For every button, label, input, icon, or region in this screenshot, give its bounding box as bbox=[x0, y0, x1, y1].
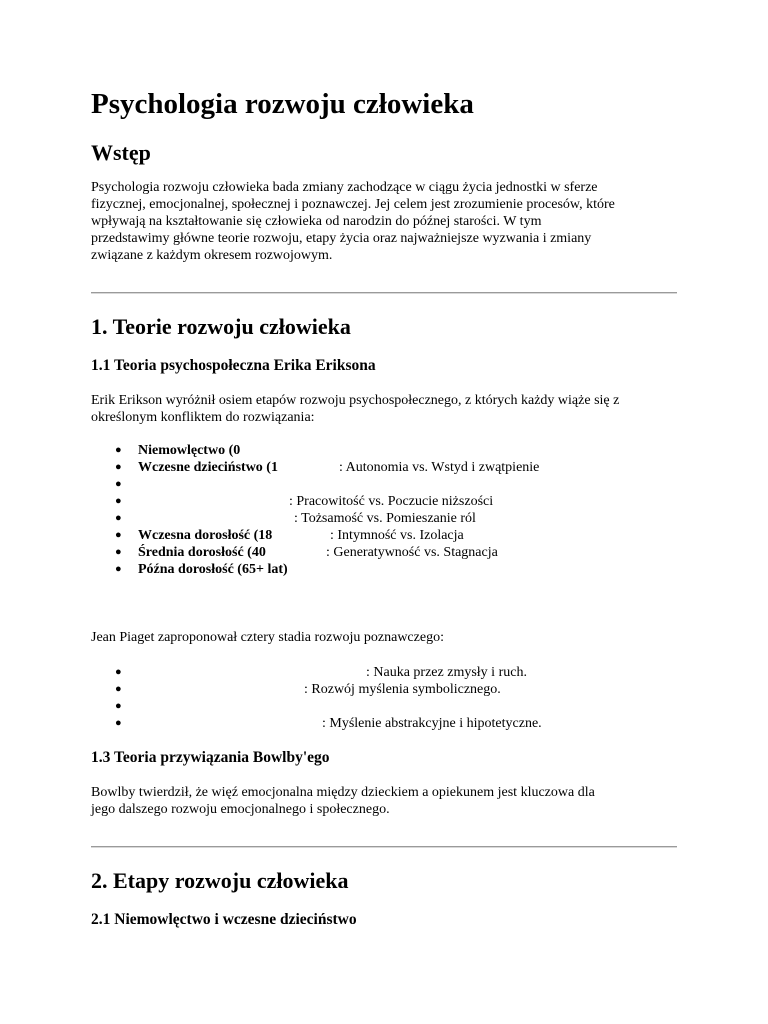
bullet-icon: ● bbox=[115, 495, 122, 507]
bullet-icon: ● bbox=[115, 546, 122, 558]
stage-description: : Intymność vs. Izolacja bbox=[330, 528, 464, 543]
bowlby-paragraph bbox=[91, 784, 595, 818]
intro-line: fizycznej, emocjonalnej, społecznej i poznawczej. Jej celem jest zrozumienie procesów, które bbox=[91, 197, 615, 212]
piaget-paragraph: Jean Piaget zaproponował cztery stadia rozwoju poznawczego: bbox=[91, 630, 444, 645]
list-item bbox=[91, 681, 677, 698]
bullet-icon: ● bbox=[115, 717, 122, 729]
bowlby-line: jego dalszego rozwoju emocjonalnego i społecznego. bbox=[91, 802, 390, 817]
page-title: Psychologia rozwoju człowieka bbox=[91, 88, 474, 120]
piaget-stage-list bbox=[91, 664, 677, 732]
bowlby-heading: 1.3 Teoria przywiązania Bowlby'ego bbox=[91, 749, 330, 766]
list-item bbox=[91, 561, 677, 578]
bullet-icon: ● bbox=[115, 529, 122, 541]
list-item bbox=[91, 544, 677, 561]
section-divider bbox=[91, 292, 677, 294]
bullet-icon: ● bbox=[115, 444, 122, 456]
bullet-icon: ● bbox=[115, 478, 122, 490]
bullet-icon: ● bbox=[115, 512, 122, 524]
erikson-line: Erik Erikson wyróżnił osiem etapów rozwoju psychospołecznego, z których każdy wiąże się z bbox=[91, 393, 620, 408]
section-divider bbox=[91, 846, 677, 848]
stage-description: : Autonomia vs. Wstyd i zwątpienie bbox=[339, 460, 540, 475]
bullet-icon: ● bbox=[115, 461, 122, 473]
bullet-icon: ● bbox=[115, 666, 122, 678]
stage-name: Późna dorosłość (65+ lat) bbox=[138, 562, 288, 577]
erikson-heading: 1.1 Teoria psychospołeczna Erika Eriksona bbox=[91, 357, 376, 374]
stage-name: Niemowlęctwo (0 bbox=[138, 443, 241, 458]
stage-description: : Rozwój myślenia symbolicznego. bbox=[304, 682, 501, 697]
intro-line: przedstawimy główne teorie rozwoju, etapy życia oraz najważniejsze wyzwania i zmiany bbox=[91, 231, 592, 246]
stage-name: Wczesna dorosłość (18 bbox=[138, 528, 273, 543]
list-item bbox=[91, 664, 677, 681]
erikson-paragraph bbox=[91, 392, 619, 426]
list-item bbox=[91, 698, 677, 715]
intro-line: związane z każdym okresem rozwojowym. bbox=[91, 248, 333, 263]
section1-heading: 1. Teorie rozwoju człowieka bbox=[91, 314, 351, 339]
list-item bbox=[91, 510, 677, 527]
intro-heading: Wstęp bbox=[91, 140, 151, 165]
intro-paragraph bbox=[91, 179, 615, 264]
bullet-icon: ● bbox=[115, 683, 122, 695]
list-item bbox=[91, 459, 677, 476]
list-item bbox=[91, 527, 677, 544]
stage-description: : Myślenie abstrakcyjne i hipotetyczne. bbox=[322, 716, 542, 731]
erikson-line: określonym konfliktem do rozwiązania: bbox=[91, 410, 315, 425]
intro-line: wpływają na kształtowanie się człowieka od narodzin do późnej starości. W tym bbox=[91, 214, 542, 229]
list-item bbox=[91, 493, 677, 510]
stage-description: : Generatywność vs. Stagnacja bbox=[326, 545, 498, 560]
erikson-stage-list bbox=[91, 442, 677, 578]
section2-subheading: 2.1 Niemowlęctwo i wczesne dzieciństwo bbox=[91, 911, 357, 928]
list-item bbox=[91, 715, 677, 732]
bowlby-line: Bowlby twierdził, że więź emocjonalna między dzieckiem a opiekunem jest kluczowa dla bbox=[91, 785, 595, 800]
stage-description: : Tożsamość vs. Pomieszanie ról bbox=[294, 511, 476, 526]
list-item bbox=[91, 476, 677, 493]
section2-heading: 2. Etapy rozwoju człowieka bbox=[91, 868, 349, 893]
stage-name: Średnia dorosłość (40 bbox=[138, 545, 266, 560]
list-item bbox=[91, 442, 677, 459]
bullet-icon: ● bbox=[115, 563, 122, 575]
stage-description: : Nauka przez zmysły i ruch. bbox=[366, 665, 527, 680]
stage-name: Wczesne dzieciństwo (1 bbox=[138, 460, 278, 475]
stage-description: : Pracowitość vs. Poczucie niższości bbox=[289, 494, 494, 509]
bullet-icon: ● bbox=[115, 700, 122, 712]
intro-line: Psychologia rozwoju człowieka bada zmiany zachodzące w ciągu życia jednostki w sferze bbox=[91, 180, 598, 195]
